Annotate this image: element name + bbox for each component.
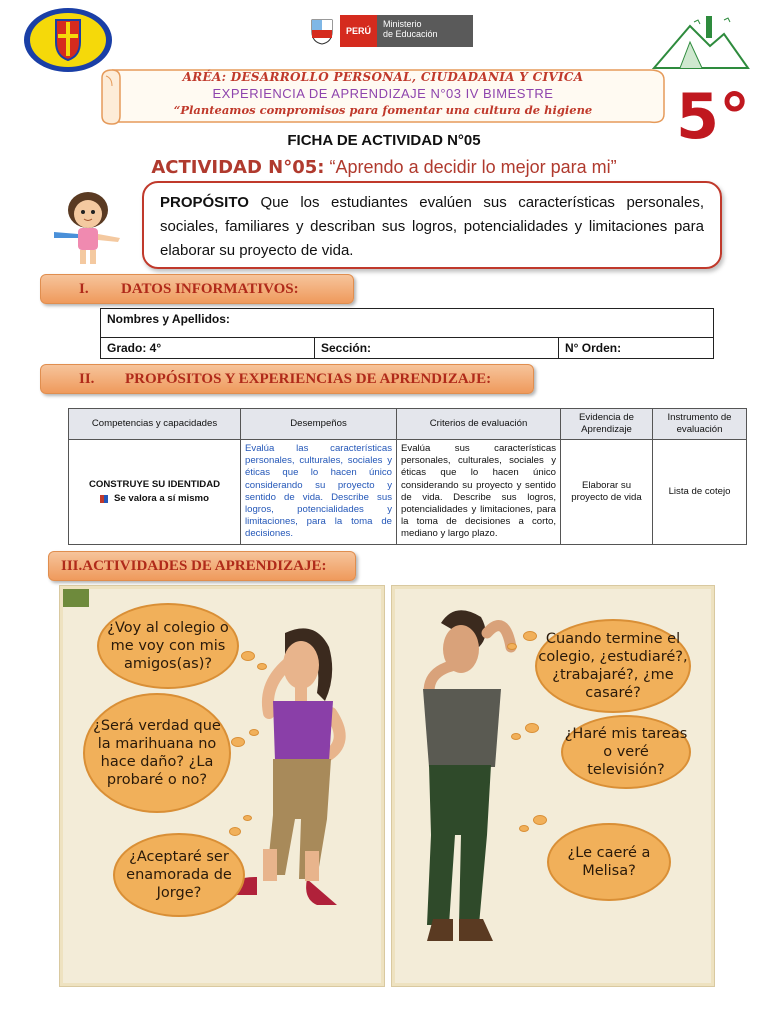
competencias-table	[68, 408, 747, 545]
ministry-logo	[308, 14, 478, 48]
grade-badge: 5°	[676, 80, 751, 153]
ministry-country: PERÚ	[340, 15, 377, 47]
nombres-label: Nombres y Apellidos:	[107, 312, 230, 326]
peru-shield-icon	[308, 16, 336, 46]
activity-heading	[0, 157, 768, 178]
thought-dot	[231, 737, 245, 747]
activity-label: ACTIVIDAD N°05:	[151, 157, 325, 178]
illustration-left	[60, 586, 384, 986]
table-header: Criterios de evaluación	[397, 409, 561, 440]
right-logo	[650, 12, 750, 72]
seccion-field[interactable]	[315, 338, 559, 359]
capacidad-label: Se valora a sí mismo	[114, 492, 209, 504]
grado-label: Grado: 4°	[107, 341, 162, 355]
section-propositos	[40, 364, 534, 394]
lema-title: “Planteamos compromisos para fomentar una cultura de higiene	[173, 103, 593, 117]
section-title: DATOS INFORMATIVOS:	[121, 280, 299, 297]
orden-field[interactable]	[559, 338, 714, 359]
section-number: I.	[79, 280, 89, 297]
criterio-cell: Evalúa sus características personales, culturales, sociales y éticas que lo hacen único considerando su proyecto y sentido de vida. Describe sus logros, potencialidades y limitaciones, para la toma de decisiones a corto, mediano y largo plazo.	[397, 440, 561, 545]
nombres-field[interactable]	[101, 309, 714, 338]
datos-table	[100, 308, 714, 359]
thought-dot	[533, 815, 547, 825]
girl-illustration	[44, 188, 130, 266]
table-header: Instrumento de evaluación	[653, 409, 747, 440]
thought-dot	[523, 631, 537, 641]
table-header: Competencias y capacidades	[69, 409, 241, 440]
activity-title: “Aprendo a decidir lo mejor para mi”	[329, 157, 617, 177]
ficha-title: FICHA DE ACTIVIDAD N°05	[287, 132, 481, 149]
section-number: II.	[79, 370, 95, 387]
table-header: Desempeños	[241, 409, 397, 440]
section-datos-informativos	[40, 274, 354, 304]
thought-dot	[519, 825, 529, 832]
thought-dot	[243, 815, 252, 821]
evidencia-cell: Elaborar su proyecto de vida	[561, 440, 653, 545]
bullet-icon	[100, 495, 108, 503]
table-row	[101, 338, 714, 359]
competencia-cell	[69, 440, 241, 545]
competencia-name: CONSTRUYE SU IDENTIDAD	[88, 478, 221, 490]
thought-dot	[229, 827, 241, 836]
grado-field[interactable]	[101, 338, 315, 359]
table-header: Evidencia de Aprendizaje	[561, 409, 653, 440]
purpose-label: PROPÓSITO	[160, 194, 249, 211]
thought-dot	[507, 643, 517, 650]
capacidad	[73, 493, 236, 505]
section-title: PROPÓSITOS Y EXPERIENCIAS DE APRENDIZAJE:	[125, 370, 492, 387]
experiencia-title: EXPERIENCIA DE APRENDIZAJE N°03 IV BIMESTRE	[212, 86, 554, 101]
thought-dot	[511, 733, 521, 740]
thought-dot	[249, 729, 259, 736]
table-header-row	[69, 409, 747, 440]
illustration-right	[392, 586, 714, 986]
thought-dot	[257, 663, 267, 670]
orden-label: N° Orden:	[565, 341, 622, 355]
student-girl-icon	[44, 188, 130, 266]
desempeno-cell: Evalúa las características personales, culturales, sociales y éticas que lo hacen único considerando su proyecto y sentido de vida. Describe sus logros, potencialidades y limitaciones, para la toma de decisiones.	[241, 440, 397, 545]
thought-dot	[241, 651, 255, 661]
table-row	[69, 440, 747, 545]
thought-bubble: Cuando termine el colegio, ¿estudiaré?, ¿trabajaré?, ¿me casaré?	[535, 619, 691, 713]
section-title: III.ACTIVIDADES DE APRENDIZAJE:	[61, 557, 327, 574]
purpose-text: Que los estudiantes evalúen sus características personales, sociales, familiares y describan sus logros, potencialidades y limitaciones para elaborar su proyecto de vida.	[160, 194, 704, 259]
ministry-name: Ministerio de Educación	[377, 15, 473, 47]
mountain-school-icon	[650, 12, 750, 72]
thought-bubble: ¿Le caeré a Melisa?	[547, 823, 671, 901]
thought-dot	[525, 723, 539, 733]
thought-bubble: ¿Voy al colegio o me voy con mis amigos(as)?	[97, 603, 239, 689]
thought-bubble: ¿Será verdad que la marihuana no hace daño? ¿La probaré o no?	[83, 693, 231, 813]
purpose-box	[142, 181, 722, 269]
instrumento-cell: Lista de cotejo	[653, 440, 747, 545]
thought-bubble: ¿Aceptaré ser enamorada de Jorge?	[113, 833, 245, 917]
thought-bubble: ¿Haré mis tareas o veré televisión?	[561, 715, 691, 789]
table-row	[101, 309, 714, 338]
seccion-label: Sección:	[321, 341, 372, 355]
area-title: ARÉA: DESARROLLO PERSONAL, CIUDADANIA Y CIVICA	[182, 70, 584, 84]
section-actividades	[48, 551, 356, 581]
title-scroll-banner	[98, 64, 668, 128]
